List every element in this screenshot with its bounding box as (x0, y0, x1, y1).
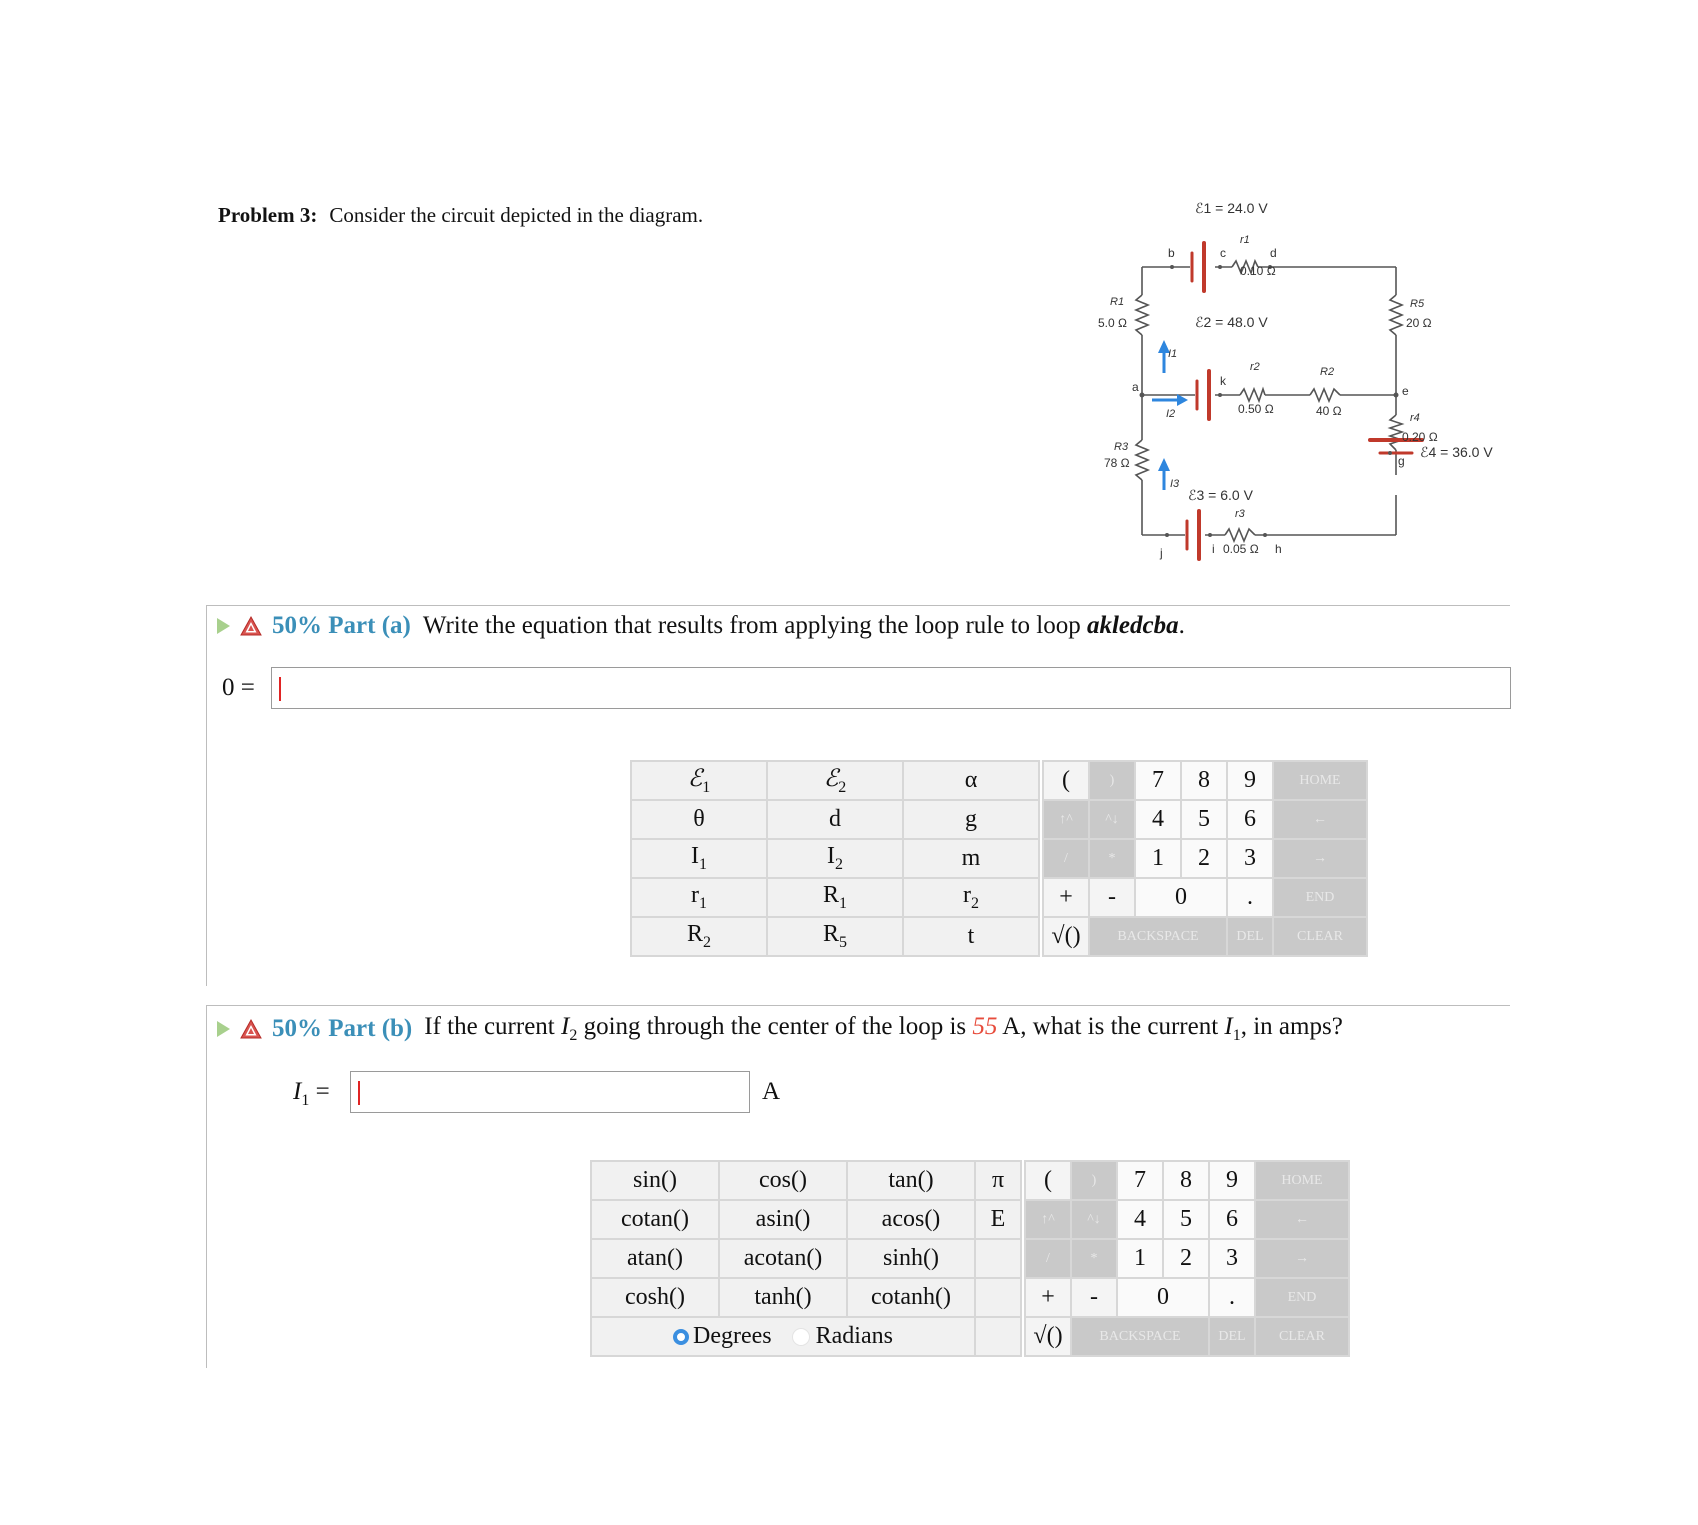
key-left-arrow[interactable]: ← (1255, 1200, 1349, 1239)
r4-symbol: r4 (1410, 412, 1420, 424)
key-1[interactable]: 1 (1135, 839, 1181, 878)
r1-value: 0.10 Ω (1240, 264, 1276, 278)
key-pi[interactable]: π (975, 1161, 1021, 1200)
R2-symbol: R2 (1320, 366, 1335, 378)
key-acotan[interactable]: acotan() (719, 1239, 847, 1278)
key-home[interactable]: HOME (1273, 761, 1367, 800)
key-tan[interactable]: tan() (847, 1161, 975, 1200)
part-a-percent: 50% Part (a) (272, 612, 411, 639)
key-theta[interactable]: θ (631, 800, 767, 839)
key-right-arrow[interactable]: → (1255, 1239, 1349, 1278)
node-e: e (1402, 384, 1409, 398)
key-3[interactable]: 3 (1227, 839, 1273, 878)
radians-label[interactable]: Radians (815, 1323, 893, 1349)
problem-text: Consider the circuit depicted in the diagram. (329, 203, 704, 227)
key-4[interactable]: 4 (1117, 1200, 1163, 1239)
key-alpha[interactable]: α (903, 761, 1039, 800)
R3-value: 78 Ω (1104, 456, 1130, 470)
emf2-label: ℰ2 = 48.0 V (1195, 314, 1268, 330)
node-i: i (1212, 542, 1215, 556)
key-clear[interactable]: CLEAR (1255, 1317, 1349, 1356)
text-caret (358, 1081, 360, 1105)
key-4[interactable]: 4 (1135, 800, 1181, 839)
R3-symbol: R3 (1114, 441, 1129, 453)
key-end[interactable]: END (1255, 1278, 1349, 1317)
part-a-answer-input[interactable] (271, 667, 1511, 709)
key-divide[interactable]: / (1043, 839, 1089, 878)
key-up-arrow[interactable]: ↑^ (1025, 1200, 1071, 1239)
node-d: d (1270, 246, 1277, 260)
key-plus[interactable]: + (1025, 1278, 1071, 1317)
part-b-function-keypad (590, 1160, 1022, 1357)
R5-value: 20 Ω (1406, 316, 1432, 330)
key-e[interactable]: E (975, 1200, 1021, 1239)
part-b-eq-label: $I_1$ = (293, 1078, 330, 1109)
part-b-percent: 50% Part (b) (272, 1015, 413, 1042)
key-left-arrow[interactable]: ← (1273, 800, 1367, 839)
key-d[interactable]: d (767, 800, 903, 839)
angle-mode-selector (591, 1317, 975, 1356)
problem-label: Problem 3: (218, 203, 318, 227)
text-caret (279, 677, 281, 701)
part-b-header[interactable] (217, 1013, 1343, 1045)
emf1-label: ℰ1 = 24.0 V (1195, 200, 1268, 216)
key-asin[interactable]: asin() (719, 1200, 847, 1239)
key-sqrt[interactable]: √() (1025, 1317, 1071, 1356)
key-cotan[interactable]: cotan() (591, 1200, 719, 1239)
part-a-header[interactable] (217, 612, 1185, 640)
node-k: k (1220, 374, 1226, 388)
key-home[interactable]: HOME (1255, 1161, 1349, 1200)
key-end[interactable]: END (1273, 878, 1367, 917)
unit-label: A (762, 1078, 781, 1105)
circuit-diagram (1080, 195, 1493, 575)
node-j: j (1160, 546, 1163, 560)
given-current-value: 55 (972, 1013, 998, 1040)
key-emf1[interactable]: ℰ$_1$ (631, 761, 767, 800)
current-I1: I1 (1168, 348, 1178, 360)
key-sinh[interactable]: sinh() (847, 1239, 975, 1278)
key-emf2[interactable]: ℰ$_2$ (767, 761, 903, 800)
key-R2[interactable]: $R_2$ (631, 917, 767, 956)
emf4-label: ℰ4 = 36.0 V (1420, 444, 1493, 460)
r1-symbol: r1 (1240, 234, 1250, 246)
key-divide[interactable]: / (1025, 1239, 1071, 1278)
play-icon[interactable] (217, 618, 230, 634)
key-up-arrow[interactable]: ↑^ (1043, 800, 1089, 839)
problem-header (218, 203, 703, 228)
key-t[interactable]: t (903, 917, 1039, 956)
part-a-question: Write the equation that results from applying the loop rule to loop akledcba. (422, 612, 1185, 639)
key-backspace[interactable]: BACKSPACE (1071, 1317, 1209, 1356)
part-a-numpad (1042, 760, 1368, 957)
degrees-radio[interactable] (673, 1329, 689, 1345)
key-5[interactable]: 5 (1163, 1200, 1209, 1239)
key-multiply[interactable]: * (1071, 1239, 1117, 1278)
key-close-paren[interactable]: ) (1089, 761, 1135, 800)
current-I3: I3 (1170, 478, 1180, 490)
r2-value: 0.50 Ω (1238, 402, 1274, 416)
key-5[interactable]: 5 (1181, 800, 1227, 839)
empty-cell (975, 1239, 1021, 1278)
play-icon[interactable] (217, 1021, 230, 1037)
key-m[interactable]: m (903, 839, 1039, 878)
key-down-arrow[interactable]: ^↓ (1089, 800, 1135, 839)
key-R1[interactable]: $R_1$ (767, 878, 903, 917)
key-plus[interactable]: + (1043, 878, 1089, 917)
key-minus[interactable]: - (1071, 1278, 1117, 1317)
key-cos[interactable]: cos() (719, 1161, 847, 1200)
part-b-question: If the current $I_2$ going through the center of the loop is 55 A, what is the current $I_1$, in amps? (424, 1013, 1343, 1044)
key-close-paren[interactable]: ) (1071, 1161, 1117, 1200)
radians-radio[interactable] (792, 1328, 810, 1346)
key-g[interactable]: g (903, 800, 1039, 839)
r4-value: 0.20 Ω (1402, 430, 1438, 444)
key-sin[interactable]: sin() (591, 1161, 719, 1200)
part-a-eq-label: 0 = (222, 674, 255, 701)
empty-cell (975, 1317, 1021, 1356)
key-tanh[interactable]: tanh() (719, 1278, 847, 1317)
key-3[interactable]: 3 (1209, 1239, 1255, 1278)
key-9[interactable]: 9 (1227, 761, 1273, 800)
R2-value: 40 Ω (1316, 404, 1342, 418)
key-I2[interactable]: $I_2$ (767, 839, 903, 878)
key-acos[interactable]: acos() (847, 1200, 975, 1239)
R5-symbol: R5 (1410, 298, 1425, 310)
r3-symbol: r3 (1235, 508, 1245, 520)
degrees-label[interactable]: Degrees (693, 1323, 772, 1349)
key-del[interactable]: DEL (1209, 1317, 1255, 1356)
key-R5[interactable]: $R_5$ (767, 917, 903, 956)
key-cosh[interactable]: cosh() (591, 1278, 719, 1317)
key-del[interactable]: DEL (1227, 917, 1273, 956)
part-b-answer-input[interactable] (350, 1071, 750, 1113)
key-8[interactable]: 8 (1163, 1161, 1209, 1200)
key-atan[interactable]: atan() (591, 1239, 719, 1278)
key-multiply[interactable]: * (1089, 839, 1135, 878)
key-0[interactable]: 0 (1117, 1278, 1209, 1317)
empty-cell (975, 1278, 1021, 1317)
r2-symbol: r2 (1250, 361, 1260, 373)
R1-value: 5.0 Ω (1098, 316, 1127, 330)
key-r1[interactable]: $r_1$ (631, 878, 767, 917)
R1-symbol: R1 (1110, 296, 1125, 308)
warning-icon (240, 616, 262, 636)
key-r2[interactable]: $r_2$ (903, 878, 1039, 917)
key-I1[interactable]: $I_1$ (631, 839, 767, 878)
node-a: a (1132, 380, 1139, 394)
key-9[interactable]: 9 (1209, 1161, 1255, 1200)
key-open-paren[interactable]: ( (1043, 761, 1089, 800)
key-6[interactable]: 6 (1227, 800, 1273, 839)
key-backspace[interactable]: BACKSPACE (1089, 917, 1227, 956)
key-1[interactable]: 1 (1117, 1239, 1163, 1278)
node-b: b (1168, 246, 1175, 260)
key-sqrt[interactable]: √() (1043, 917, 1089, 956)
key-clear[interactable]: CLEAR (1273, 917, 1367, 956)
key-open-paren[interactable]: ( (1025, 1161, 1071, 1200)
part-b-numpad (1024, 1160, 1350, 1357)
key-cotanh[interactable]: cotanh() (847, 1278, 975, 1317)
part-a-symbol-keypad (630, 760, 1040, 957)
node-h: h (1275, 542, 1282, 556)
loop-name: akledcba (1086, 612, 1179, 639)
node-c: c (1220, 246, 1226, 260)
key-6[interactable]: 6 (1209, 1200, 1255, 1239)
key-dot[interactable]: . (1227, 878, 1273, 917)
key-8[interactable]: 8 (1181, 761, 1227, 800)
node-g: g (1398, 454, 1405, 468)
key-7[interactable]: 7 (1117, 1161, 1163, 1200)
key-2[interactable]: 2 (1181, 839, 1227, 878)
key-0[interactable]: 0 (1135, 878, 1227, 917)
key-minus[interactable]: - (1089, 878, 1135, 917)
key-down-arrow[interactable]: ^↓ (1071, 1200, 1117, 1239)
warning-icon (240, 1019, 262, 1039)
current-I2: I2 (1166, 408, 1176, 420)
key-2[interactable]: 2 (1163, 1239, 1209, 1278)
key-right-arrow[interactable]: → (1273, 839, 1367, 878)
key-dot[interactable]: . (1209, 1278, 1255, 1317)
r3-value: 0.05 Ω (1223, 542, 1259, 556)
emf3-label: ℰ3 = 6.0 V (1188, 487, 1253, 503)
key-7[interactable]: 7 (1135, 761, 1181, 800)
